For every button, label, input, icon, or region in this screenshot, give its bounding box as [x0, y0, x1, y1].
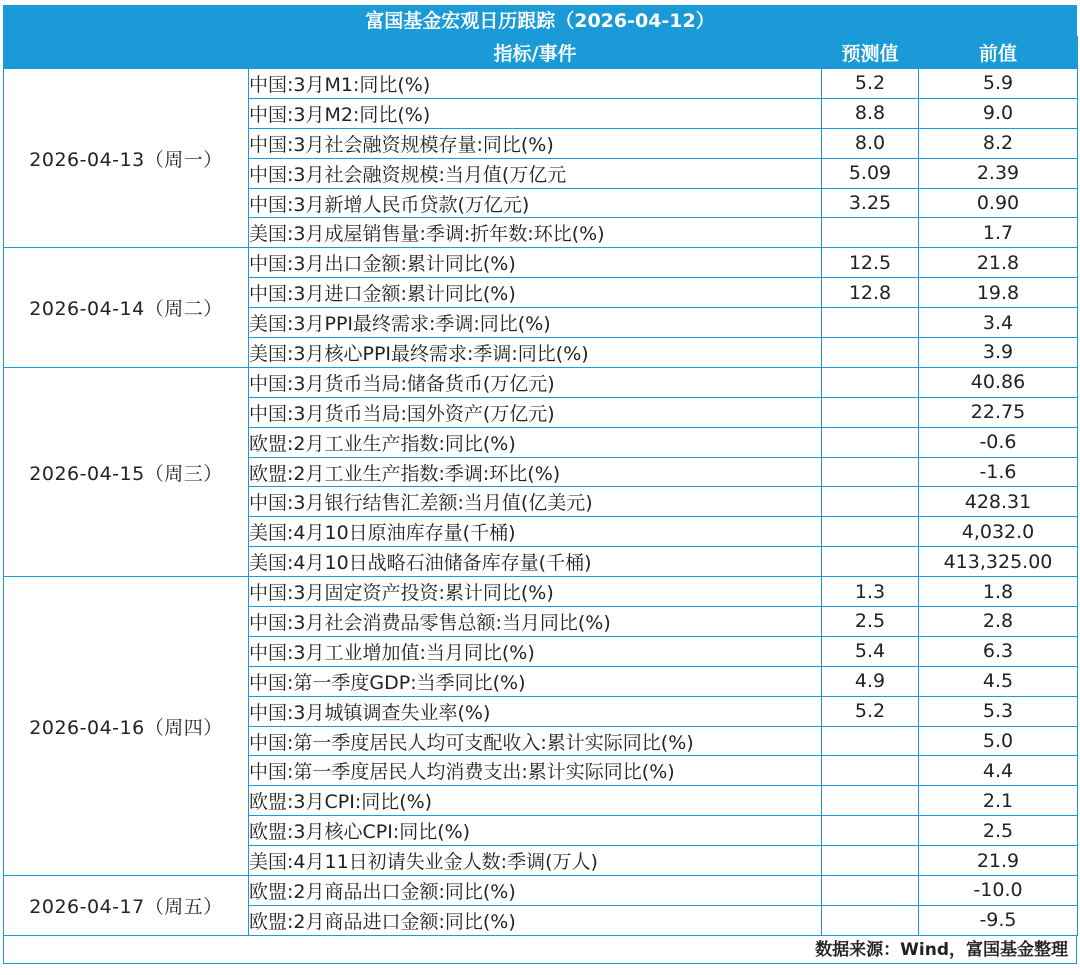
indicator-cell: 中国:3月社会融资规模:当月值(万亿元 — [249, 158, 822, 188]
previous-cell: 22.75 — [919, 397, 1078, 427]
indicator-cell: 美国:3月PPI最终需求:季调:同比(%) — [249, 308, 822, 338]
macro-calendar-table — [3, 36, 1078, 936]
previous-cell: 4.5 — [919, 666, 1078, 696]
forecast-cell — [822, 905, 919, 935]
table-row — [4, 577, 1078, 607]
indicator-cell: 中国:3月工业增加值:当月同比(%) — [249, 636, 822, 666]
previous-cell: 2.1 — [919, 786, 1078, 816]
indicator-cell: 美国:4月11日初请失业金人数:季调(万人) — [249, 846, 822, 876]
previous-cell: -10.0 — [919, 876, 1078, 906]
forecast-cell: 8.8 — [822, 98, 919, 128]
date-cell: 2026-04-14（周二） — [4, 248, 249, 368]
date-cell: 2026-04-15（周三） — [4, 367, 249, 576]
forecast-cell — [822, 517, 919, 547]
forecast-cell: 12.8 — [822, 278, 919, 308]
data-source-note: 数据来源：Wind，富国基金整理 — [3, 936, 1077, 964]
indicator-cell: 中国:3月M2:同比(%) — [249, 98, 822, 128]
forecast-cell: 2.5 — [822, 607, 919, 637]
previous-cell: 428.31 — [919, 487, 1078, 517]
table-body — [4, 69, 1078, 936]
forecast-cell — [822, 338, 919, 368]
previous-cell: 2.8 — [919, 607, 1078, 637]
previous-cell: 0.90 — [919, 188, 1078, 218]
indicator-cell: 欧盟:3月核心CPI:同比(%) — [249, 816, 822, 846]
indicator-cell: 中国:第一季度GDP:当季同比(%) — [249, 666, 822, 696]
forecast-cell — [822, 218, 919, 248]
indicator-cell: 中国:3月社会消费品零售总额:当月同比(%) — [249, 607, 822, 637]
indicator-cell: 欧盟:2月工业生产指数:同比(%) — [249, 427, 822, 457]
forecast-cell: 5.2 — [822, 696, 919, 726]
forecast-cell: 4.9 — [822, 666, 919, 696]
indicator-cell: 欧盟:3月CPI:同比(%) — [249, 786, 822, 816]
date-cell: 2026-04-17（周五） — [4, 876, 249, 936]
indicator-cell: 中国:第一季度居民人均可支配收入:累计实际同比(%) — [249, 726, 822, 756]
previous-cell: 1.8 — [919, 577, 1078, 607]
forecast-cell — [822, 547, 919, 577]
indicator-cell: 中国:3月M1:同比(%) — [249, 69, 822, 99]
indicator-cell: 美国:4月10日原油库存量(千桶) — [249, 517, 822, 547]
indicator-cell: 美国:3月成屋销售量:季调:折年数:环比(%) — [249, 218, 822, 248]
calendar-panel — [3, 5, 1077, 964]
forecast-cell — [822, 726, 919, 756]
date-cell: 2026-04-13（周一） — [4, 69, 249, 248]
forecast-cell: 5.2 — [822, 69, 919, 99]
forecast-cell — [822, 487, 919, 517]
forecast-column-header: 预测值 — [822, 37, 919, 69]
previous-cell: 5.9 — [919, 69, 1078, 99]
table-row — [4, 69, 1078, 99]
forecast-cell — [822, 816, 919, 846]
indicator-cell: 中国:3月货币当局:国外资产(万亿元) — [249, 397, 822, 427]
previous-cell: 9.0 — [919, 98, 1078, 128]
indicator-cell: 欧盟:2月商品进口金额:同比(%) — [249, 905, 822, 935]
indicator-cell: 中国:3月进口金额:累计同比(%) — [249, 278, 822, 308]
indicator-cell: 中国:3月出口金额:累计同比(%) — [249, 248, 822, 278]
indicator-cell: 中国:3月银行结售汇差额:当月值(亿美元) — [249, 487, 822, 517]
previous-cell: 6.3 — [919, 636, 1078, 666]
indicator-cell: 中国:3月货币当局:储备货币(万亿元) — [249, 367, 822, 397]
indicator-cell: 中国:3月固定资产投资:累计同比(%) — [249, 577, 822, 607]
forecast-cell: 5.09 — [822, 158, 919, 188]
forecast-cell — [822, 427, 919, 457]
forecast-cell — [822, 367, 919, 397]
indicator-cell: 美国:4月10日战略石油储备库存量(千桶) — [249, 547, 822, 577]
forecast-cell — [822, 876, 919, 906]
indicator-cell: 欧盟:2月商品出口金额:同比(%) — [249, 876, 822, 906]
indicator-cell: 欧盟:2月工业生产指数:季调:环比(%) — [249, 457, 822, 487]
forecast-cell — [822, 846, 919, 876]
table-row — [4, 876, 1078, 906]
forecast-cell: 1.3 — [822, 577, 919, 607]
forecast-cell — [822, 786, 919, 816]
forecast-cell — [822, 397, 919, 427]
previous-cell: -0.6 — [919, 427, 1078, 457]
indicator-cell: 中国:第一季度居民人均消费支出:累计实际同比(%) — [249, 756, 822, 786]
indicator-cell: 美国:3月核心PPI最终需求:季调:同比(%) — [249, 338, 822, 368]
forecast-cell: 3.25 — [822, 188, 919, 218]
previous-cell: 413,325.00 — [919, 547, 1078, 577]
forecast-cell — [822, 308, 919, 338]
forecast-cell: 12.5 — [822, 248, 919, 278]
previous-column-header: 前值 — [919, 37, 1078, 69]
previous-cell: 5.0 — [919, 726, 1078, 756]
previous-cell: 4.4 — [919, 756, 1078, 786]
indicator-column-header: 指标/事件 — [249, 37, 822, 69]
previous-cell: 1.7 — [919, 218, 1078, 248]
previous-cell: 40.86 — [919, 367, 1078, 397]
previous-cell: 21.8 — [919, 248, 1078, 278]
previous-cell: 19.8 — [919, 278, 1078, 308]
table-row — [4, 367, 1078, 397]
indicator-cell: 中国:3月社会融资规模存量:同比(%) — [249, 128, 822, 158]
indicator-cell: 中国:3月新增人民币贷款(万亿元) — [249, 188, 822, 218]
previous-cell: 2.39 — [919, 158, 1078, 188]
forecast-cell — [822, 457, 919, 487]
previous-cell: 8.2 — [919, 128, 1078, 158]
table-header-row — [4, 37, 1078, 69]
previous-cell: 2.5 — [919, 816, 1078, 846]
previous-cell: 3.4 — [919, 308, 1078, 338]
previous-cell: -1.6 — [919, 457, 1078, 487]
previous-cell: 4,032.0 — [919, 517, 1078, 547]
date-cell: 2026-04-16（周四） — [4, 577, 249, 876]
forecast-cell — [822, 756, 919, 786]
table-row — [4, 248, 1078, 278]
page-title: 富国基金宏观日历跟踪（2026-04-12） — [3, 5, 1077, 36]
indicator-cell: 中国:3月城镇调查失业率(%) — [249, 696, 822, 726]
forecast-cell: 5.4 — [822, 636, 919, 666]
forecast-cell: 8.0 — [822, 128, 919, 158]
previous-cell: 5.3 — [919, 696, 1078, 726]
date-column-header — [4, 37, 249, 69]
previous-cell: 3.9 — [919, 338, 1078, 368]
previous-cell: 21.9 — [919, 846, 1078, 876]
previous-cell: -9.5 — [919, 905, 1078, 935]
